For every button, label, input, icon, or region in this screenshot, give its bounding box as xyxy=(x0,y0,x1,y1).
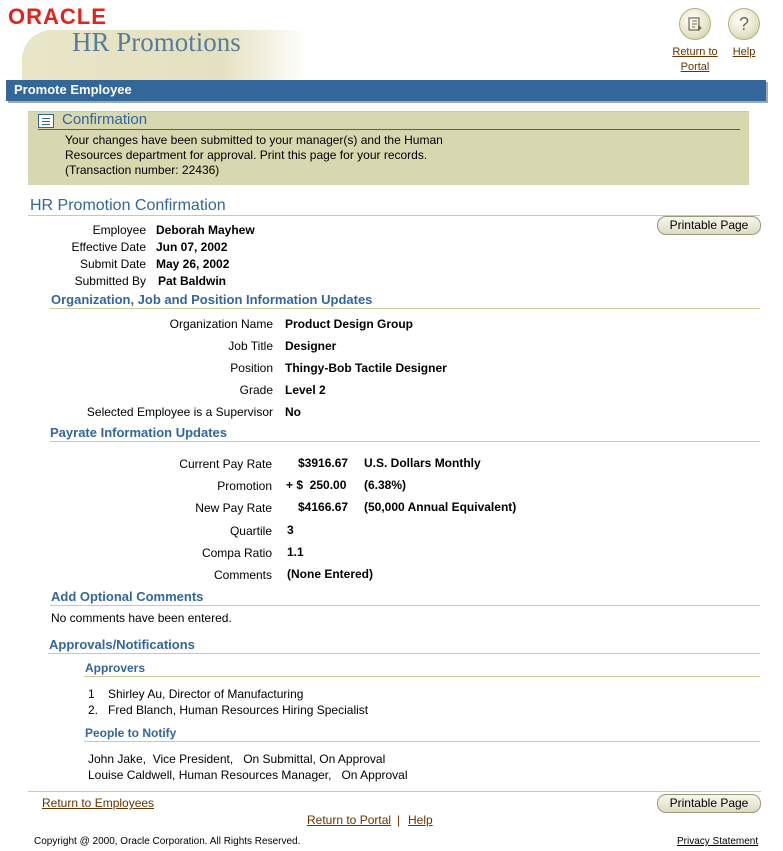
comments-value: (None Entered) xyxy=(287,567,374,581)
footer-separator: | xyxy=(397,813,401,827)
page-title: Promote Employee xyxy=(14,82,132,97)
return-to-portal-link[interactable]: Return to Portal xyxy=(672,46,718,73)
effective-date-label: Effective Date xyxy=(71,240,146,254)
approvers-header: Approvers xyxy=(85,661,146,675)
payrate-section-divider xyxy=(50,441,760,442)
submit-date-label: Submit Date xyxy=(79,257,146,271)
submitted-by-value: Pat Baldwin xyxy=(158,274,227,288)
promotion-label: Promotion xyxy=(217,479,272,493)
new-pay-rate-label: New Pay Rate xyxy=(195,501,272,515)
oracle-logo: ORACLE xyxy=(8,4,107,29)
comments-label: Comments xyxy=(213,568,272,582)
current-pay-rate-currency: U.S. Dollars Monthly xyxy=(364,456,481,470)
org-name-value: Product Design Group xyxy=(285,317,414,331)
employee-label: Employee xyxy=(92,223,146,237)
footer-help-link[interactable]: Help xyxy=(408,813,433,827)
approvals-section-header: Approvals/Notifications xyxy=(49,637,195,652)
compa-ratio-label: Compa Ratio xyxy=(201,546,272,560)
approvals-section-divider xyxy=(48,653,760,654)
new-pay-rate-annual: (50,000 Annual Equivalent) xyxy=(364,500,517,514)
supervisor-label: Selected Employee is a Supervisor xyxy=(86,405,273,419)
org-section-divider xyxy=(50,308,760,309)
job-title-label: Job Title xyxy=(228,339,273,353)
confirmation-divider xyxy=(38,129,740,130)
approver-item: Fred Blanch, Human Resources Hiring Specialist xyxy=(108,703,369,717)
current-pay-rate-label: Current Pay Rate xyxy=(179,457,272,471)
approver-number: 2. xyxy=(88,703,99,717)
help-button[interactable] xyxy=(726,8,762,60)
notify-divider xyxy=(84,741,760,742)
people-to-notify-header: People to Notify xyxy=(85,726,177,740)
transaction-number: (Transaction number: 22436) xyxy=(65,163,220,177)
comments-text: No comments have been entered. xyxy=(51,611,232,625)
app-title: HR Promotions xyxy=(72,27,241,57)
confirmation-icon xyxy=(38,114,54,128)
grade-value: Level 2 xyxy=(285,383,326,397)
portal-icon xyxy=(679,8,711,40)
footer-return-to-portal-link[interactable]: Return to Portal xyxy=(307,813,392,827)
page-title-bar xyxy=(6,80,766,101)
position-value: Thingy-Bob Tactile Designer xyxy=(285,361,447,375)
effective-date-value: Jun 07, 2002 xyxy=(156,240,228,254)
confirmation-line: Resources department for approval. Print this page for your records. xyxy=(65,148,428,162)
quartile-value: 3 xyxy=(287,523,294,537)
confirmation-message xyxy=(65,133,525,178)
comments-section-divider xyxy=(50,605,760,606)
printable-page-button-footer[interactable]: Printable Page xyxy=(657,794,761,813)
current-pay-rate-amount: $3916.67 xyxy=(298,456,349,470)
position-label: Position xyxy=(230,361,273,375)
notify-item: Louise Caldwell, Human Resources Manager, On Approval xyxy=(88,768,408,782)
quartile-label: Quartile xyxy=(229,524,272,538)
grade-label: Grade xyxy=(239,383,273,397)
promotion-amount: + $ 250.00 xyxy=(286,478,347,492)
payrate-section-header: Payrate Information Updates xyxy=(50,425,227,440)
approver-number: 1 xyxy=(88,687,95,701)
copyright-text: Copyright @ 2000, Oracle Corporation. All Rights Reserved. xyxy=(34,836,301,847)
notify-item: John Jake, Vice President, On Submittal, On Approval xyxy=(88,752,386,766)
new-pay-rate-amount: $4166.67 xyxy=(298,500,349,514)
help-icon: ? xyxy=(728,8,760,40)
header-divider xyxy=(28,215,760,216)
supervisor-value: No xyxy=(285,405,301,419)
confirmation-title: Confirmation xyxy=(62,111,148,128)
help-link[interactable]: Help xyxy=(732,46,756,58)
return-to-employees-link[interactable]: Return to Employees xyxy=(42,796,155,810)
footer-divider xyxy=(28,791,761,792)
confirmation-line: Your changes have been submitted to your manager(s) and the Human xyxy=(65,133,443,147)
compa-ratio-value: 1.1 xyxy=(287,545,304,559)
submitted-by-label: Submitted By xyxy=(74,274,146,288)
org-name-label: Organization Name xyxy=(169,317,273,331)
job-title-value: Designer xyxy=(285,339,337,353)
org-section-header: Organization, Job and Position Information Updates xyxy=(51,292,373,307)
submit-date-value: May 26, 2002 xyxy=(156,257,230,271)
comments-section-header: Add Optional Comments xyxy=(51,589,204,604)
promotion-percent: (6.38%) xyxy=(364,478,407,492)
approvers-divider xyxy=(84,676,760,677)
employee-value: Deborah Mayhew xyxy=(156,223,255,237)
privacy-statement-link[interactable]: Privacy Statement xyxy=(677,836,759,847)
printable-page-button[interactable]: Printable Page xyxy=(657,216,761,235)
return-to-portal-button[interactable] xyxy=(665,8,725,75)
section-header-main: HR Promotion Confirmation xyxy=(30,197,226,214)
approver-item: Shirley Au, Director of Manufacturing xyxy=(108,687,304,701)
